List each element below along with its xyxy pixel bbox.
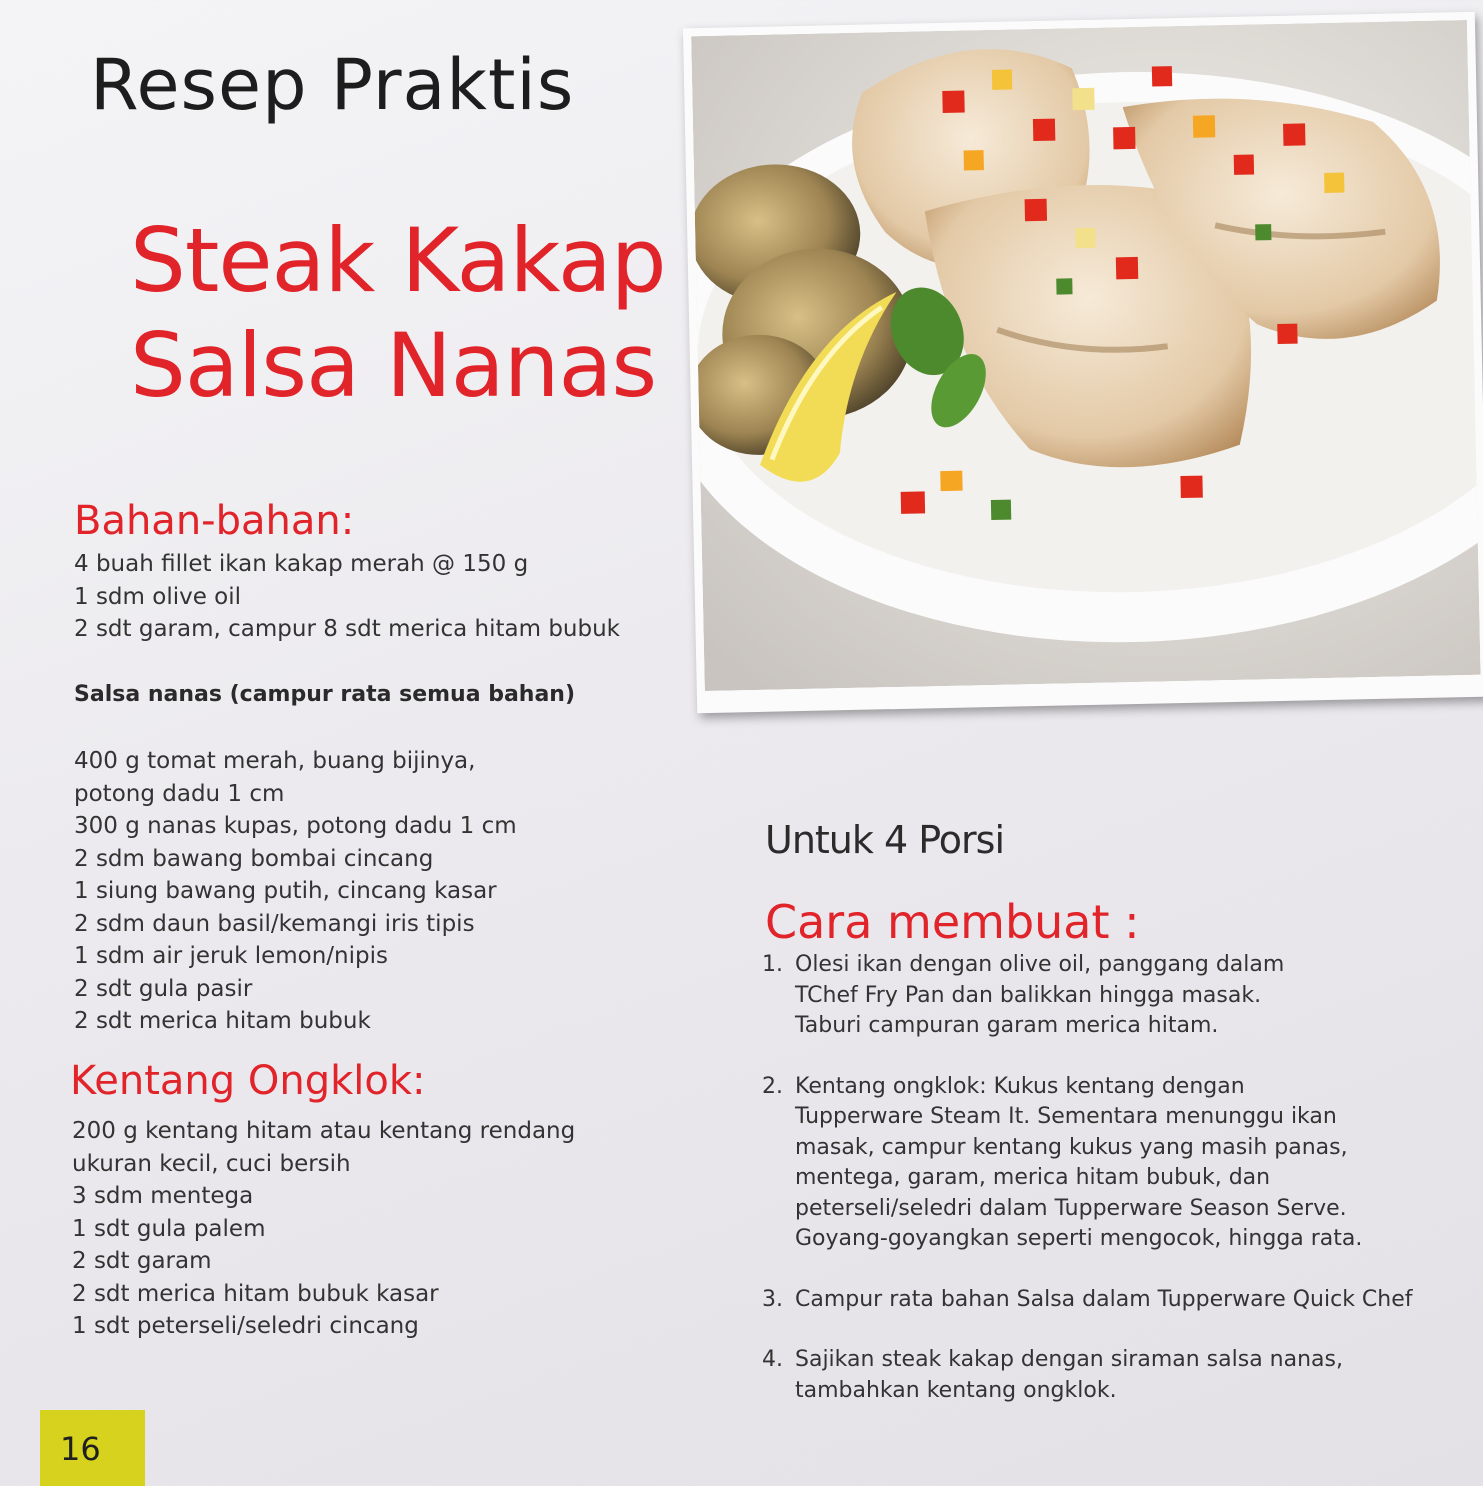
page-number-badge (40, 1410, 145, 1486)
bahan-item: 1 sdm olive oil (74, 583, 242, 610)
page-title: Resep Praktis (90, 44, 575, 126)
step-line: Goyang-goyangkan seperti mengocok, hingga rata. (795, 1226, 1363, 1251)
step-item (762, 1345, 1452, 1406)
step-line: Tupperware Steam It. Sementara menunggu ikan (795, 1104, 1337, 1129)
bahan-list (74, 548, 620, 646)
page-number: 16 (60, 1430, 101, 1468)
kentang-item: 200 g kentang hitam atau kentang rendang (72, 1118, 576, 1144)
salsa-item: 400 g tomat merah, buang bijinya, (74, 748, 476, 774)
salsa-item: 300 g nanas kupas, potong dadu 1 cm (74, 813, 517, 839)
step-line: Sajikan steak kakap dengan siraman salsa nanas, (795, 1347, 1343, 1372)
step-line: Olesi ikan dengan olive oil, panggang dalam (795, 952, 1285, 977)
step-line: peterseli/seledri dalam Tupperware Season Serve. (795, 1195, 1347, 1221)
salsa-list (74, 745, 517, 1038)
bahan-item: 4 buah fillet ikan kakap merah @ 150 g (74, 551, 529, 577)
kentang-item: 1 sdt gula palem (72, 1215, 266, 1242)
step-line: tambahkan kentang ongklok. (795, 1377, 1117, 1403)
food-photo-frame (683, 12, 1483, 713)
kentang-item: 2 sdt merica hitam bubuk kasar (72, 1280, 439, 1307)
step-number: 1. (762, 952, 783, 977)
salsa-item: 2 sdt gula pasir (74, 975, 253, 1002)
step-line: mentega, garam, merica hitam bubuk, dan (795, 1165, 1271, 1190)
recipe-title-line-2: Salsa Nanas (130, 314, 657, 417)
kentang-item: 2 sdt garam (72, 1248, 212, 1274)
salsa-item: 1 siung bawang putih, cincang kasar (74, 878, 497, 904)
cara-heading: Cara membuat : (765, 895, 1140, 949)
steps-list (762, 950, 1452, 1406)
step-number: 4. (762, 1347, 783, 1372)
salsa-heading: Salsa nanas (campur rata semua bahan) (74, 682, 576, 707)
salsa-item: 2 sdt merica hitam bubuk (74, 1008, 371, 1034)
step-line: masak, campur kentang kukus yang masih panas, (795, 1134, 1348, 1160)
salsa-item: 2 sdm daun basil/kemangi iris tipis (74, 910, 475, 937)
kentang-item: 1 sdt peterseli/seledri cincang (72, 1313, 419, 1339)
kentang-list (72, 1115, 575, 1343)
step-line: TChef Fry Pan dan balikkan hingga masak. (795, 982, 1262, 1008)
bahan-item: 2 sdt garam, campur 8 sdt merica hitam bubuk (74, 616, 620, 642)
step-item (762, 1072, 1452, 1255)
step-line: Campur rata bahan Salsa dalam Tupperware Quick Chef (795, 1286, 1413, 1312)
step-line: Taburi campuran garam merica hitam. (795, 1013, 1219, 1038)
recipe-title-line-1: Steak Kakap (130, 209, 666, 312)
salsa-item: potong dadu 1 cm (74, 780, 285, 807)
step-item (762, 950, 1452, 1042)
step-item (762, 1285, 1452, 1316)
kentang-item: ukuran kecil, cuci bersih (72, 1150, 351, 1177)
step-line: Kentang ongklok: Kukus kentang dengan (795, 1073, 1245, 1099)
food-photo (691, 20, 1481, 691)
salsa-item: 2 sdm bawang bombai cincang (74, 845, 434, 872)
servings: Untuk 4 Porsi (765, 818, 1005, 862)
step-number: 3. (762, 1286, 783, 1312)
food-photo-illustration (691, 20, 1481, 691)
salsa-item: 1 sdm air jeruk lemon/nipis (74, 943, 388, 969)
kentang-item: 3 sdm mentega (72, 1183, 254, 1209)
step-number: 2. (762, 1073, 783, 1099)
bahan-heading: Bahan-bahan: (74, 498, 355, 544)
kentang-heading: Kentang Ongklok: (70, 1058, 426, 1104)
recipe-title (130, 208, 666, 418)
